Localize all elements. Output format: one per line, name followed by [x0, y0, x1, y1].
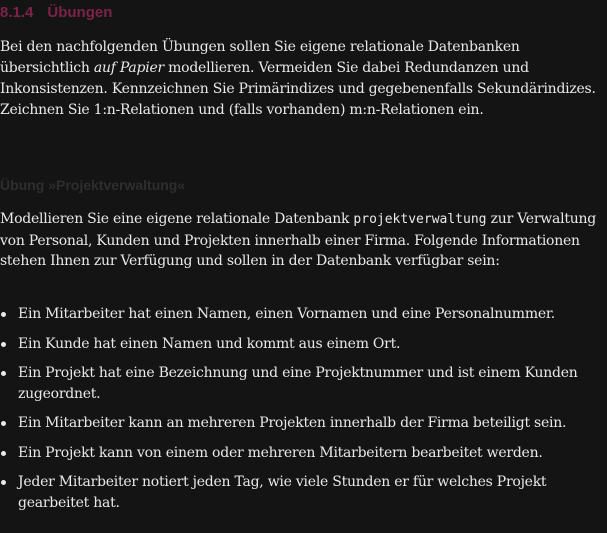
exercise-heading: Übung »Projektverwaltung«	[0, 177, 186, 193]
list-item-text: Ein Kunde hat einen Namen und kommt aus einem Ort.	[18, 335, 401, 352]
list-item-text: Ein Projekt hat eine Bezeichnung und eine Projektnummer und ist einem Kunden zugeordnet.	[18, 365, 578, 402]
list-item	[0, 304, 604, 325]
list-item	[0, 334, 604, 355]
requirements-list	[0, 304, 604, 522]
task-text-before: Modellieren Sie eine eigene relationale Datenbank	[0, 211, 354, 227]
bullet-icon	[1, 342, 6, 347]
list-item-text: Ein Mitarbeiter hat einen Namen, einen Vornamen und eine Personalnummer.	[18, 306, 555, 322]
list-item	[0, 413, 604, 434]
section-heading	[0, 4, 112, 21]
task-text-after: zur Verwaltung von Personal, Kunden und Projekten innerhalb einer Firma. Folgende Informationen stehen Ihnen zur Verfügung und sollen in der Datenbank verfügbar sein:	[0, 211, 596, 269]
section-number: 8.1.4	[0, 4, 34, 21]
intro-text-part2: modellieren. Vermeiden Sie dabei Redundanzen und Inkonsistenzen. Kennzeichnen Sie Primärindizes und gegebenenfalls Sekundärindizes. Zeichnen Sie 1:n-Relationen und (falls vorhanden) m:n-Relationen ein.	[0, 60, 596, 118]
bullet-icon	[1, 312, 6, 317]
intro-text-part1: Bei den nachfolgenden Übungen sollen Sie eigene relationale Datenbanken übersichtlich	[0, 39, 520, 76]
list-item-text: Ein Mitarbeiter kann an mehreren Projekten innerhalb der Firma beteiligt sein.	[18, 415, 567, 431]
list-item-text: Ein Projekt kann von einem oder mehreren Mitarbeitern bearbeitet werden.	[18, 444, 543, 461]
intro-emphasis: auf Papier	[93, 60, 164, 76]
intro-paragraph	[0, 37, 604, 121]
exercise-task-paragraph	[0, 209, 604, 272]
list-item-text: Jeder Mitarbeiter notiert jeden Tag, wie viele Stunden er für welches Projekt gearbeitet hat.	[18, 474, 547, 511]
list-item	[0, 443, 604, 464]
bullet-icon	[1, 371, 6, 376]
list-item	[0, 363, 604, 404]
bullet-icon	[1, 480, 6, 485]
bullet-icon	[1, 451, 6, 456]
list-item	[0, 472, 604, 513]
database-name: projektverwaltung	[353, 212, 487, 227]
section-title: Übungen	[47, 4, 113, 21]
bullet-icon	[1, 421, 6, 426]
